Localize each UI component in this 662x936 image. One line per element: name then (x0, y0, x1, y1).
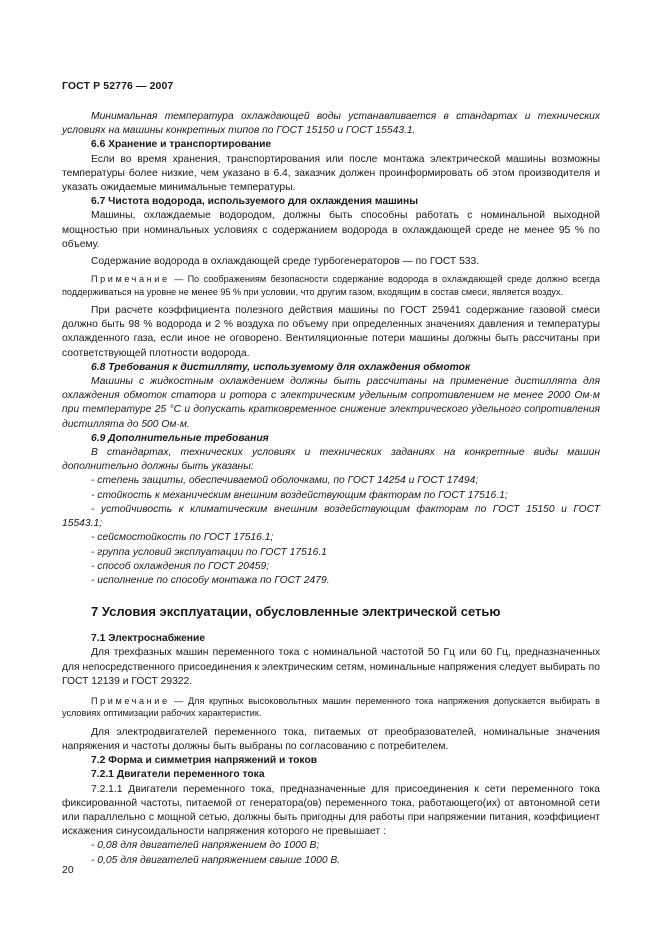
paragraph-6-8: Машины с жидкостным охлаждением должны быть рассчитаны на применение дистиллята для охлаждения обмоток статора и ротора с электрическим удельным сопротивлением не менее 2000 Ом·м при температуре 25 °С и допускать кратковременное снижение электрического удельного сопротивления дистиллята до 500 Ом·м. (62, 376, 600, 430)
paragraph-6-7-3: При расчете коэффициента полезного действия машины по ГОСТ 25941 содержание газовой смеси должно быть 98 % водорода и 2 % воздуха по объему при определенных значениях давления и температуры охлажденного газа, если иное не оговорено. Вентиляционные потери машины должны быть рассчитаны при соответствующей плотности водорода. (62, 305, 600, 359)
section-heading-7: 7 Условия эксплуатации, обусловленные электрической сетью (91, 604, 501, 620)
list-item: - стойкость к механическим внешним воздействующим факторам по ГОСТ 17516.1; (91, 489, 508, 501)
heading-7-2-1: 7.2.1 Двигатели переменного тока (91, 769, 265, 781)
note-label: Примечание (91, 274, 170, 285)
list-item: - устойчивость к климатическим внешним воздействующим факторам по ГОСТ 15150 и ГОСТ 15543.1; (62, 503, 600, 530)
paragraph-7-1-2: Для электродвигателей переменного тока, питаемых от преобразователей, номинальные значения напряжения и частоты должны быть выбраны по согласованию с потребителем. (62, 726, 600, 752)
note-7-1 (62, 695, 600, 720)
list-item: - 0,08 для двигателей напряжением до 1000 В; (91, 840, 320, 852)
heading-7-1: 7.1 Электроснабжение (91, 633, 206, 645)
heading-6-6: 6.6 Хранение и транспортирование (91, 139, 272, 151)
heading-7-2: 7.2 Форма и симметрия напряжений и токов (91, 755, 318, 767)
list-item: - сейсмостойкость по ГОСТ 17516.1; (91, 532, 274, 544)
list-item: - 0,05 для двигателей напряжением свыше 1000 В. (91, 854, 341, 866)
note-label: Примечание (91, 695, 170, 706)
note-6-7 (62, 273, 600, 298)
paragraph-6-7-2: Содержание водорода в охлаждающей среде турбогенераторов — по ГОСТ 533. (91, 256, 480, 268)
list-item: - исполнение по способу монтажа по ГОСТ 2479. (91, 574, 330, 586)
heading-6-8: 6.8 Требования к дистилляту, используемому для охлаждения обмоток (91, 361, 471, 373)
document-code-header: ГОСТ Р 52776 — 2007 (62, 80, 174, 92)
list-item: - способ охлаждения по ГОСТ 20459; (91, 560, 270, 572)
paragraph-7-1: Для трехфазных машин переменного тока с номинальной частотой 50 Гц или 60 Гц, предназначенных для непосредственного присоединения к электрическим сетям, номинальные напряжения следует выбирать по ГОСТ 12139 и ГОСТ 29322. (62, 647, 600, 687)
paragraph-6-7-1: Машины, охлаждаемые водородом, должны быть способны работать с номинальной выходной мощностью при номинальных условиях с содержанием водорода в охлаждающей среде не менее 95 % по объему. (62, 210, 600, 250)
paragraph-7-2-1-1: 7.2.1.1 Двигатели переменного тока, предназначенные для присоединения к сети переменного тока фиксированной частоты, питаемой от генератора(ов) переменного тока, работающего(их) от автономной сети или параллельно с мощной сетью, должны быть пригодны для работы при напряжении питания, коэффициент искажения синусоидальности напряжения которого не превышает : (62, 783, 600, 838)
heading-6-9: 6.9 Дополнительные требования (91, 432, 269, 444)
document-body (62, 110, 600, 868)
note-text: — Для крупных высоковольтных машин переменного тока напряжения допускается выбирать в условиях оптимизации рабочих характеристик. (62, 695, 600, 719)
heading-6-7: 6.7 Чистота водорода, используемого для охлаждения машины (91, 196, 419, 208)
paragraph-6-9: В стандартах, технических условиях и технических заданиях на конкретные виды машин дополнительно должны быть указаны: (62, 447, 600, 473)
paragraph-min-temperature: Минимальная температура охлаждающей воды устанавливается в стандартах и технических условиях на машины конкретных типов по ГОСТ 15150 и ГОСТ 15543.1. (62, 111, 600, 137)
page-number: 20 (62, 864, 74, 876)
list-item: - группа условий эксплуатации по ГОСТ 17516.1 (91, 546, 327, 558)
list-item: - степень защиты, обеспечиваемой оболочками, по ГОСТ 14254 и ГОСТ 17494; (91, 475, 479, 487)
note-text: — По соображениям безопасности содержание водорода в охлаждающей среде должно всегда поддерживаться на уровне не менее 95 % при условии, что другим газом, входящим в состав смеси, является воздух. (62, 274, 600, 297)
paragraph-6-6: Если во время хранения, транспортирования или после монтажа электрической машины возможны температуры более низкие, чем указано в 6.4, заказчик должен проинформировать об этом производителя и указать ожидаемые минимальные температуры. (62, 153, 600, 194)
